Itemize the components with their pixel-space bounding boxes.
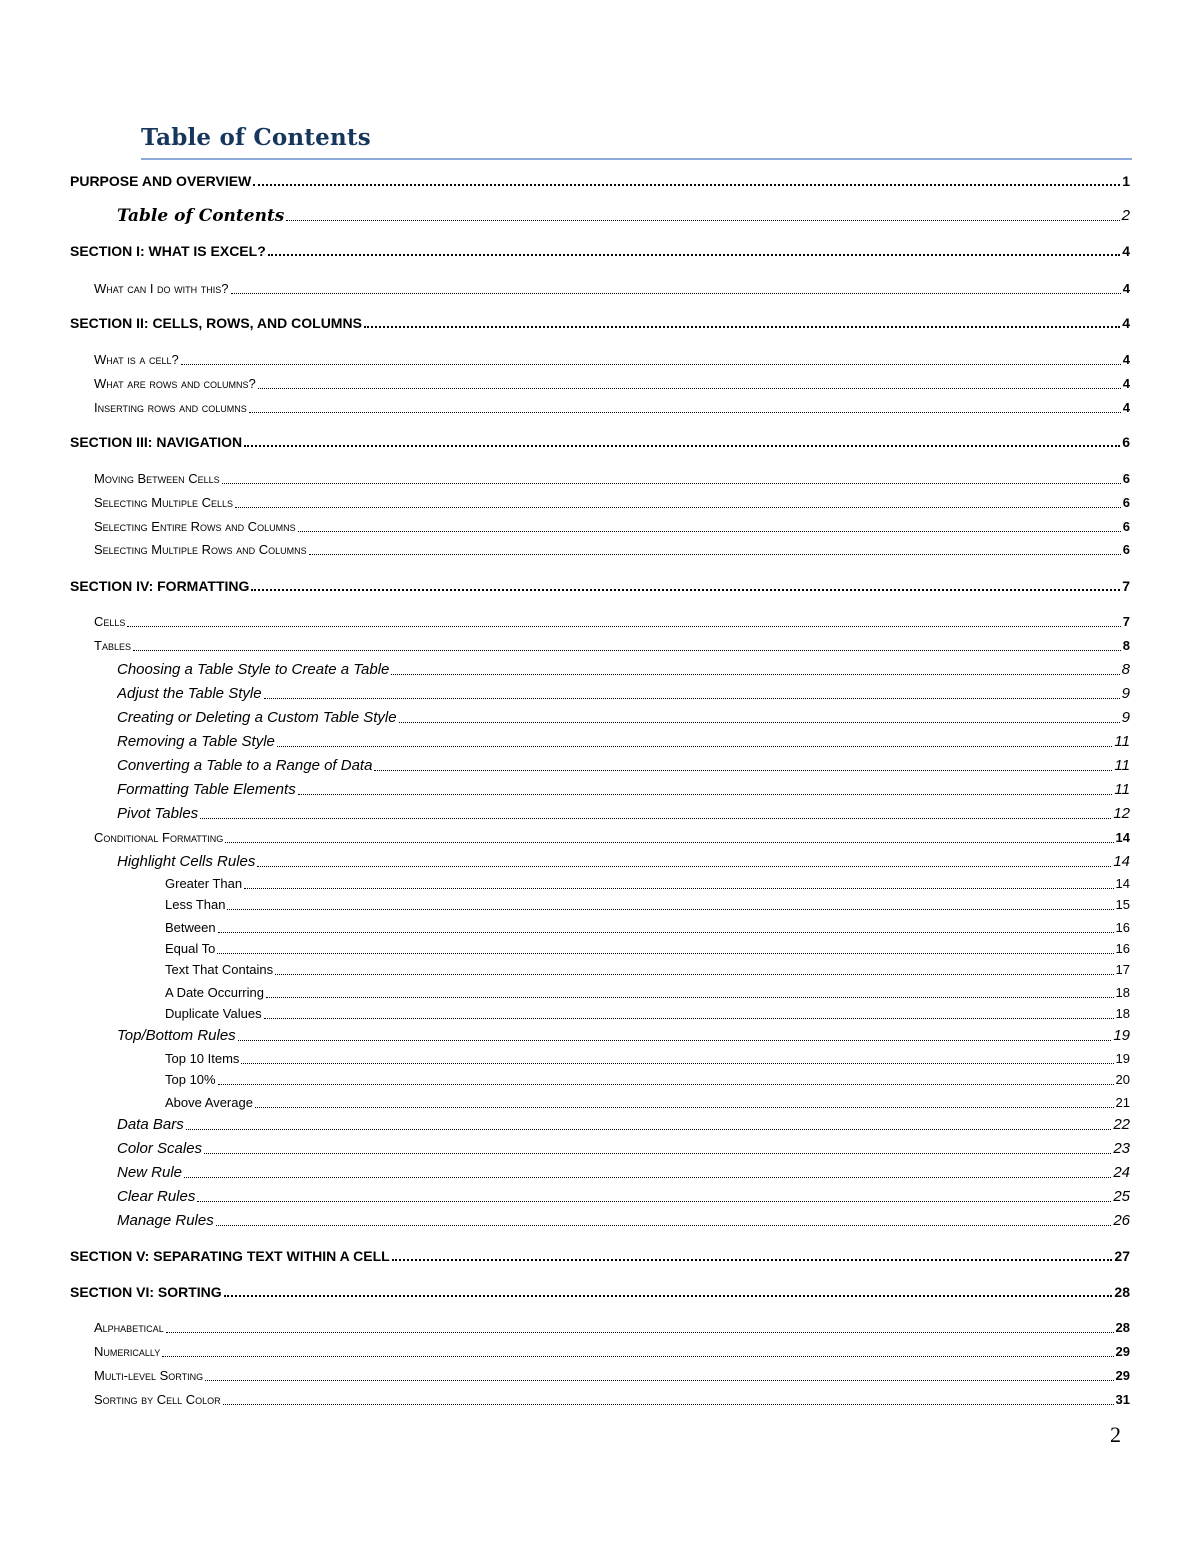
dot-leader bbox=[298, 793, 1113, 795]
toc-entry-title: Table of Contents bbox=[117, 206, 285, 226]
toc-entry-page: 2 bbox=[1121, 207, 1130, 224]
toc-entry[interactable] bbox=[165, 960, 1130, 980]
toc-entry[interactable] bbox=[117, 684, 1130, 704]
toc-entry[interactable] bbox=[165, 1093, 1130, 1113]
dot-leader bbox=[238, 1039, 1112, 1041]
toc-entry-title: Selecting Multiple Cells bbox=[94, 495, 233, 510]
toc-entry-title: Manage Rules bbox=[117, 1212, 214, 1229]
dot-leader bbox=[204, 1152, 1111, 1154]
toc-entry[interactable] bbox=[94, 1342, 1130, 1362]
toc-entry-title: Cells bbox=[94, 614, 126, 629]
toc-entry-title: Less Than bbox=[165, 897, 226, 912]
toc-entry-title: Between bbox=[165, 920, 216, 935]
dot-leader bbox=[241, 1062, 1113, 1064]
dot-leader bbox=[298, 530, 1121, 532]
toc-entry-page: 6 bbox=[1122, 519, 1130, 534]
toc-entry-page: 11 bbox=[1114, 757, 1130, 774]
toc-entry-page: 15 bbox=[1115, 897, 1130, 912]
toc-entry-page: 9 bbox=[1121, 709, 1130, 726]
toc-entry[interactable] bbox=[94, 612, 1130, 632]
toc-entry-title: Greater Than bbox=[165, 876, 243, 891]
toc-entry-title: Alphabetical bbox=[94, 1320, 164, 1335]
toc-entry-page: 27 bbox=[1114, 1248, 1130, 1264]
toc-entry[interactable] bbox=[165, 1049, 1130, 1069]
dot-leader bbox=[227, 908, 1113, 910]
toc-entry-title: SECTION III: NAVIGATION bbox=[70, 434, 243, 450]
toc-entry-page: 28 bbox=[1115, 1320, 1130, 1335]
toc-entry-page: 26 bbox=[1113, 1212, 1130, 1229]
dot-leader bbox=[235, 506, 1121, 508]
dot-leader bbox=[218, 931, 1114, 933]
toc-entry-title: SECTION VI: SORTING bbox=[70, 1284, 222, 1300]
toc-entry-page: 16 bbox=[1115, 941, 1130, 956]
dot-leader bbox=[364, 325, 1120, 328]
toc-entry[interactable] bbox=[117, 1115, 1130, 1135]
dot-leader bbox=[277, 745, 1113, 747]
toc-entry[interactable] bbox=[117, 756, 1130, 776]
toc-entry[interactable] bbox=[117, 732, 1130, 752]
toc-entry-title: SECTION IV: FORMATTING bbox=[70, 578, 250, 594]
toc-entry[interactable] bbox=[165, 895, 1130, 915]
toc-entry-title: Inserting rows and columns bbox=[94, 400, 247, 415]
dot-leader bbox=[264, 697, 1120, 699]
toc-entry[interactable] bbox=[94, 1318, 1130, 1338]
toc-entry[interactable] bbox=[94, 469, 1130, 489]
toc-entry-title: Selecting Multiple Rows and Columns bbox=[94, 542, 307, 557]
dot-leader bbox=[197, 1200, 1111, 1202]
dot-leader bbox=[399, 721, 1120, 723]
toc-entry-title: Highlight Cells Rules bbox=[117, 853, 256, 870]
toc-entry-page: 29 bbox=[1115, 1344, 1130, 1359]
toc-entry-title: Creating or Deleting a Custom Table Style bbox=[117, 709, 397, 726]
toc-entry-title: PURPOSE AND OVERVIEW bbox=[70, 173, 252, 189]
dot-leader bbox=[205, 1379, 1113, 1381]
toc-entry[interactable] bbox=[70, 313, 1130, 333]
toc-entry-title: Pivot Tables bbox=[117, 805, 199, 822]
toc-entry-title: A Date Occurring bbox=[165, 985, 264, 1000]
toc-entry-title: Moving Between Cells bbox=[94, 471, 220, 486]
page-title: Table of Contents bbox=[141, 124, 371, 151]
dot-leader bbox=[217, 952, 1113, 954]
toc-entry-title: Clear Rules bbox=[117, 1188, 196, 1205]
dot-leader bbox=[251, 588, 1120, 591]
toc-entry-page: 1 bbox=[1122, 173, 1130, 189]
toc-entry-title: Sorting by Cell Color bbox=[94, 1392, 221, 1407]
toc-entry-title: Data Bars bbox=[117, 1116, 184, 1133]
toc-entry[interactable] bbox=[165, 874, 1130, 894]
dot-leader bbox=[374, 769, 1112, 771]
dot-leader bbox=[244, 887, 1113, 889]
toc-entry-title: Top 10% bbox=[165, 1072, 216, 1087]
dot-leader bbox=[244, 444, 1120, 447]
toc-entry[interactable] bbox=[117, 1026, 1130, 1046]
toc-entry-title: What can I do with this? bbox=[94, 281, 229, 296]
toc-entry[interactable] bbox=[94, 350, 1130, 370]
dot-leader bbox=[166, 1331, 1114, 1333]
toc-entry-title: What is a cell? bbox=[94, 352, 179, 367]
toc-entry-page: 4 bbox=[1122, 281, 1130, 296]
toc-entry-page: 14 bbox=[1115, 830, 1130, 845]
dot-leader bbox=[181, 363, 1121, 365]
toc-entry-page: 31 bbox=[1115, 1392, 1130, 1407]
toc-entry[interactable] bbox=[70, 1282, 1130, 1302]
toc-entry-title: Formatting Table Elements bbox=[117, 781, 296, 798]
toc-entry-title: Selecting Entire Rows and Columns bbox=[94, 519, 296, 534]
toc-entry-title: Duplicate Values bbox=[165, 1006, 262, 1021]
dot-leader bbox=[222, 482, 1121, 484]
dot-leader bbox=[286, 219, 1119, 221]
dot-leader bbox=[225, 841, 1113, 843]
toc-entry-title: Top 10 Items bbox=[165, 1051, 240, 1066]
dot-leader bbox=[249, 411, 1121, 413]
dot-leader bbox=[200, 817, 1111, 819]
toc-entry-title: Top/Bottom Rules bbox=[117, 1027, 236, 1044]
toc-entry-title: Conditional Formatting bbox=[94, 830, 224, 845]
toc-entry-page: 20 bbox=[1115, 1072, 1130, 1087]
toc-entry-page: 28 bbox=[1114, 1284, 1130, 1300]
dot-leader bbox=[133, 649, 1121, 651]
dot-leader bbox=[224, 1294, 1113, 1297]
toc-entry[interactable] bbox=[94, 398, 1130, 418]
toc-entry[interactable] bbox=[117, 852, 1130, 872]
toc-entry[interactable] bbox=[94, 517, 1130, 537]
dot-leader bbox=[162, 1355, 1113, 1357]
toc-entry-page: 18 bbox=[1115, 985, 1130, 1000]
toc-entry-title: Above Average bbox=[165, 1095, 253, 1110]
toc-entry[interactable] bbox=[117, 660, 1130, 680]
dot-leader bbox=[257, 865, 1111, 867]
toc-entry[interactable] bbox=[94, 279, 1130, 299]
toc-entry[interactable] bbox=[165, 939, 1130, 959]
toc-entry-page: 7 bbox=[1122, 578, 1130, 594]
toc-entry[interactable] bbox=[117, 1211, 1130, 1231]
toc-entry-page: 23 bbox=[1113, 1140, 1130, 1157]
toc-entry[interactable] bbox=[94, 493, 1130, 513]
toc-entry-page: 4 bbox=[1122, 400, 1130, 415]
dot-leader bbox=[216, 1224, 1112, 1226]
toc-entry[interactable] bbox=[165, 1004, 1130, 1024]
toc-entry[interactable] bbox=[94, 540, 1130, 560]
dot-leader bbox=[127, 625, 1120, 627]
toc-entry-title: Color Scales bbox=[117, 1140, 203, 1157]
toc-entry[interactable] bbox=[70, 432, 1130, 452]
toc-entry-title: Text That Contains bbox=[165, 962, 274, 977]
toc-entry-title: SECTION V: SEPARATING TEXT WITHIN A CELL bbox=[70, 1248, 390, 1264]
dot-leader bbox=[391, 673, 1119, 675]
dot-leader bbox=[392, 1258, 1113, 1261]
toc-entry-page: 4 bbox=[1122, 315, 1130, 331]
toc-entry-page: 11 bbox=[1114, 781, 1130, 798]
toc-entry[interactable] bbox=[165, 983, 1130, 1003]
toc-entry[interactable] bbox=[70, 171, 1130, 191]
dot-leader bbox=[186, 1128, 1112, 1130]
toc-entry[interactable] bbox=[70, 576, 1130, 596]
page-number: 2 bbox=[1110, 1422, 1121, 1447]
toc-entry-title: Choosing a Table Style to Create a Table bbox=[117, 661, 390, 678]
toc-entry[interactable] bbox=[165, 918, 1130, 938]
toc-entry-page: 14 bbox=[1113, 853, 1130, 870]
toc-entry-page: 4 bbox=[1122, 243, 1130, 259]
toc-entry-page: 6 bbox=[1122, 495, 1130, 510]
toc-entry-title: Multi-level Sorting bbox=[94, 1368, 204, 1383]
toc-entry-page: 6 bbox=[1122, 471, 1130, 486]
toc-entry-page: 7 bbox=[1122, 614, 1130, 629]
toc-entry[interactable] bbox=[117, 1163, 1130, 1183]
toc-entry-title: Tables bbox=[94, 638, 131, 653]
dot-leader bbox=[218, 1083, 1114, 1085]
toc-entry-page: 4 bbox=[1122, 352, 1130, 367]
toc-entry-page: 8 bbox=[1122, 638, 1130, 653]
toc-entry[interactable] bbox=[94, 1390, 1130, 1410]
toc-entry-title: SECTION I: WHAT IS EXCEL? bbox=[70, 243, 266, 259]
toc-entry[interactable] bbox=[94, 636, 1130, 656]
toc-entry-title: Equal To bbox=[165, 941, 216, 956]
toc-entry[interactable] bbox=[94, 374, 1130, 394]
dot-leader bbox=[258, 387, 1121, 389]
toc-entry-page: 14 bbox=[1115, 876, 1130, 891]
toc-entry[interactable] bbox=[117, 1139, 1130, 1159]
toc-entry[interactable] bbox=[117, 206, 1130, 226]
toc-entry-title: Adjust the Table Style bbox=[117, 685, 262, 702]
toc-entry-title: SECTION II: CELLS, ROWS, AND COLUMNS bbox=[70, 315, 362, 331]
toc-entry-page: 22 bbox=[1113, 1116, 1130, 1133]
toc-entry[interactable] bbox=[117, 1187, 1130, 1207]
toc-entry-title: What are rows and columns? bbox=[94, 376, 256, 391]
dot-leader bbox=[309, 553, 1121, 555]
toc-entry[interactable] bbox=[165, 1070, 1130, 1090]
dot-leader bbox=[253, 183, 1120, 186]
toc-entry-page: 6 bbox=[1122, 542, 1130, 557]
toc-entry-title: Converting a Table to a Range of Data bbox=[117, 757, 373, 774]
toc-entry[interactable] bbox=[117, 708, 1130, 728]
toc-entry-page: 25 bbox=[1113, 1188, 1130, 1205]
toc-entry-page: 8 bbox=[1121, 661, 1130, 678]
toc-entry-page: 4 bbox=[1122, 376, 1130, 391]
dot-leader bbox=[231, 292, 1121, 294]
toc-entry-page: 29 bbox=[1115, 1368, 1130, 1383]
toc-entry-page: 6 bbox=[1122, 434, 1130, 450]
toc-entry-title: New Rule bbox=[117, 1164, 183, 1181]
dot-leader bbox=[266, 996, 1114, 998]
toc-entry-page: 21 bbox=[1115, 1095, 1130, 1110]
toc-entry[interactable] bbox=[117, 780, 1130, 800]
toc-entry-page: 24 bbox=[1113, 1164, 1130, 1181]
toc-entry-title: Removing a Table Style bbox=[117, 733, 275, 750]
toc-entry-page: 9 bbox=[1121, 685, 1130, 702]
toc-entry-page: 18 bbox=[1115, 1006, 1130, 1021]
dot-leader bbox=[268, 253, 1120, 256]
toc-entry-page: 11 bbox=[1114, 733, 1130, 750]
toc-entry[interactable] bbox=[94, 1366, 1130, 1386]
toc-entry-title: Numerically bbox=[94, 1344, 161, 1359]
dot-leader bbox=[255, 1106, 1114, 1108]
toc-entry[interactable] bbox=[94, 828, 1130, 848]
toc-entry-page: 19 bbox=[1113, 1027, 1130, 1044]
toc-entry[interactable] bbox=[117, 804, 1130, 824]
dot-leader bbox=[275, 973, 1113, 975]
dot-leader bbox=[264, 1017, 1114, 1019]
toc-entry-page: 16 bbox=[1115, 920, 1130, 935]
toc-entry-page: 12 bbox=[1113, 805, 1130, 822]
toc-entry-page: 17 bbox=[1115, 962, 1130, 977]
toc-entry-page: 19 bbox=[1115, 1051, 1130, 1066]
dot-leader bbox=[184, 1176, 1111, 1178]
dot-leader bbox=[223, 1403, 1114, 1405]
toc-entry[interactable] bbox=[70, 241, 1130, 261]
toc-entry[interactable] bbox=[70, 1246, 1130, 1266]
